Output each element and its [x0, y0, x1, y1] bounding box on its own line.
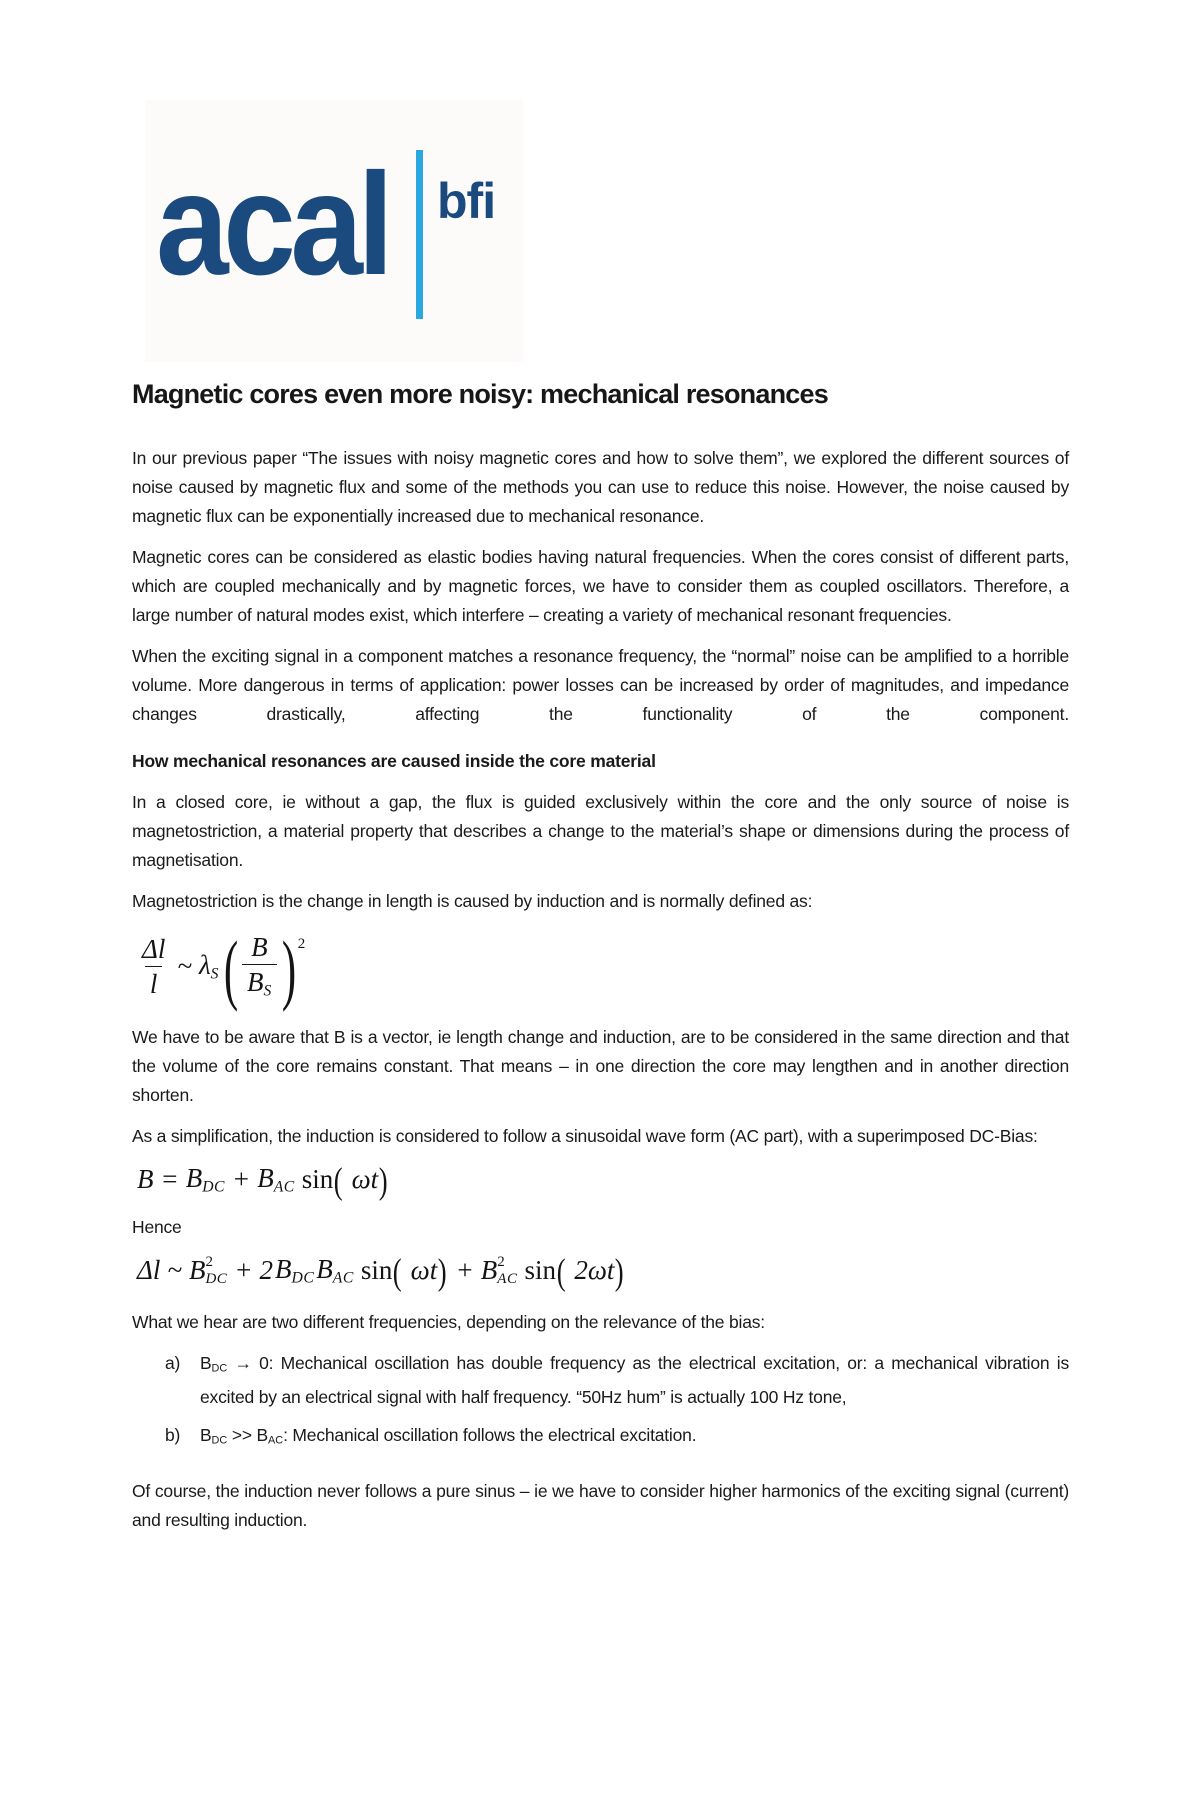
- paragraph-magnetostriction-definition: Magnetostriction is the change in length is caused by induction and is normally defined as:: [132, 891, 813, 912]
- paragraph-b-vector: We have to be aware that B is a vector, ie length change and induction, are to be considered in the same direction and that the volume of the core remains constant. That means – in one direction the core may lengthen and in another direction shorten.: [132, 1027, 1069, 1106]
- two-omega-t-argument: 2ωt: [574, 1255, 615, 1286]
- formula-delta-l-expansion: Δl ~ B 2 DC + 2 $B_{DC}$ $B_{AC}$ sin ( ωt ) + B 2 AC sin ( 2ωt ): [137, 1251, 624, 1293]
- document-content: [0, 100, 1200, 1535]
- list-item-b-label: b): [165, 1424, 181, 1445]
- document-page: [0, 100, 1200, 1797]
- fraction-b-over-bs: $\frac{B}{B_S}$: [242, 932, 277, 1001]
- sin-function: sin: [524, 1255, 556, 1286]
- formula-induction: B = $B_{DC}$ + $B_{AC}$ sin ( ωt ): [137, 1160, 388, 1202]
- exponent-2: 2: [297, 936, 306, 953]
- plus-operator: +: [231, 1164, 251, 1195]
- logo-divider-bar: [416, 150, 423, 319]
- lambda-s-symbol: $\lambda_S$: [198, 949, 219, 983]
- equals-operator: =: [160, 1164, 179, 1195]
- acal-wordmark: acal: [156, 143, 389, 305]
- list-item-a: [132, 1349, 1069, 1412]
- omega-t-argument: ωt: [351, 1164, 379, 1195]
- tilde-operator: ~: [177, 951, 192, 982]
- page-title: Magnetic cores even more noisy: mechanical resonances: [132, 379, 828, 409]
- formula-magnetostriction: $\frac{\Delta l}{l}$ ~ $\lambda_S$ ( $\frac{B}{B_S}$ ) 2: [132, 932, 1069, 1001]
- plus-operator: +: [234, 1255, 253, 1286]
- paragraph-two-frequencies: What we hear are two different frequencies, depending on the relevance of the bias:: [132, 1311, 765, 1332]
- frequency-cases-list: [132, 1349, 1069, 1456]
- term-b-dc: $B_{DC}$: [185, 1163, 225, 1196]
- tilde-operator: ~: [167, 1255, 182, 1286]
- sin-function: sin: [301, 1164, 334, 1195]
- acal-bfi-logo: [145, 100, 523, 362]
- bfi-wordmark: bfi: [437, 173, 496, 229]
- term-b-ac: $B_{AC}$: [316, 1253, 354, 1287]
- paragraph-resonance-frequency: When the exciting signal in a component matches a resonance frequency, the “normal” noise can be amplified to a horrible volume. More dangerous in terms of application: power losses can be increased by order of magnitudes, and impedance changes drastically, affecting the functionality of the component.: [132, 646, 1069, 725]
- list-item-b-text: $B_{DC} >> B_{AC}$: Mechanical oscillation follows the electrical excitation.: [200, 1424, 697, 1447]
- paragraph-closed-core: In a closed core, ie without a gap, the flux is guided exclusively within the core and the only source of noise is magnetostriction, a material property that describes a change to the material’s shape or dimensions during the process of magnetisation.: [132, 792, 1069, 871]
- paragraph-higher-harmonics: Of course, the induction never follows a pure sinus – ie we have to consider higher harmonics of the exciting signal (current) and resulting induction.: [132, 1481, 1069, 1531]
- term-b-dc-squared: B: [188, 1255, 206, 1286]
- paragraph-elastic-bodies: Magnetic cores can be considered as elastic bodies having natural frequencies. When the cores consist of different parts, which are coupled mechanically and by magnetic forces, we have to consider them as coupled oscillators. Therefore, a large number of natural modes exist, which interfere – creating a variety of mechanical resonant frequencies.: [132, 547, 1069, 626]
- sin-function: sin: [360, 1255, 393, 1286]
- list-item-a-label: a): [165, 1352, 181, 1373]
- term-b-dc: $B_{DC}$: [275, 1253, 315, 1287]
- paragraph-sinusoidal: As a simplification, the induction is considered to follow a sinusoidal wave form (AC part), with a superimposed DC-Bias:: [132, 1126, 1038, 1147]
- fraction-delta-l-over-l: $\frac{\Delta l}{l}$: [142, 933, 166, 999]
- coefficient-2: 2: [259, 1255, 274, 1286]
- term-b-ac-squared: B: [480, 1255, 498, 1286]
- omega-t-argument: ωt: [410, 1255, 438, 1286]
- paragraph-intro: In our previous paper “The issues with noisy magnetic cores and how to solve them”, we explored the different sources of noise caused by magnetic flux and some of the methods you can use to reduce this noise. However, the noise caused by magnetic flux can be exponentially increased due to mechanical resonance.: [132, 448, 1069, 527]
- list-item-a-text: $B_{DC} \to 0$: Mechanical oscillation has double frequency as the electrical excitation, or: a mechanical vibration is excited by an electrical signal with half frequency. “50Hz hum” is actually 100 Hz tone,: [200, 1352, 1069, 1407]
- paragraph-hence: Hence: [132, 1216, 182, 1237]
- list-item-b: [132, 1421, 1069, 1455]
- term-b-ac: $B_{AC}$: [257, 1163, 295, 1196]
- plus-operator: +: [455, 1255, 474, 1286]
- section-heading-mechanical-resonances: How mechanical resonances are caused inside the core material: [132, 751, 656, 772]
